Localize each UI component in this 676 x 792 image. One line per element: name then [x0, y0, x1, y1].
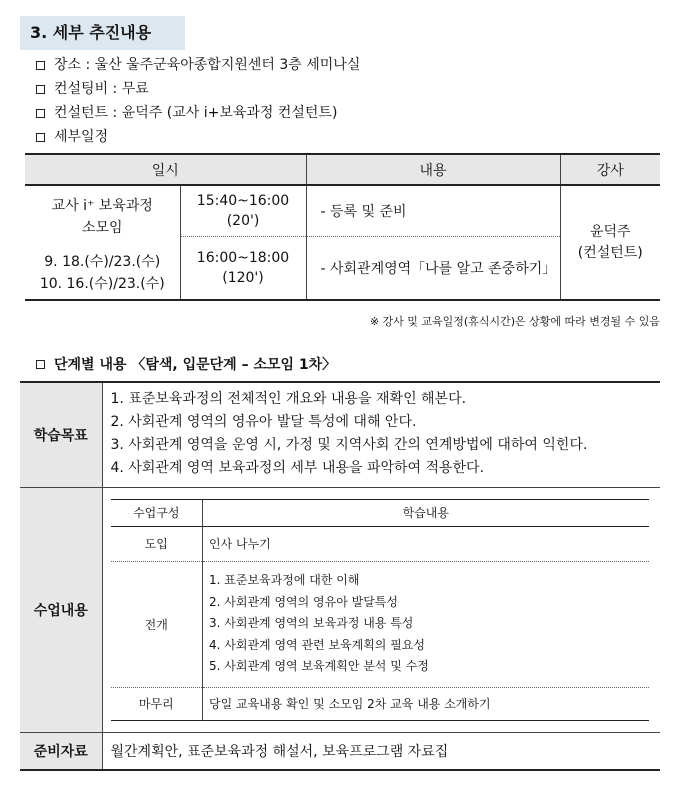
- instructor-role: (컨설턴트): [577, 244, 643, 261]
- wrap-content: 당일 교육내용 확인 및 소모임 2차 교육 내용 소개하기: [209, 697, 491, 711]
- info-list: [36, 53, 360, 149]
- class-label: 수업내용: [20, 487, 102, 732]
- duration: (20'): [226, 212, 260, 229]
- checkbox-icon: [36, 109, 45, 118]
- goal-item: 4. 사회관계 영역 보육과정의 세부 내용을 파악하여 적용한다.: [110, 460, 485, 477]
- header-learning: 학습내용: [203, 499, 649, 526]
- section-title: 3. 세부 추진내용: [20, 16, 185, 50]
- time-cell: [180, 236, 306, 300]
- wrap-label: 마무리: [111, 687, 203, 720]
- checkbox-icon: [36, 360, 45, 369]
- list-item: [36, 77, 360, 101]
- group-name: 교사 i⁺ 보육과정: [51, 197, 153, 214]
- schedule-table: [25, 153, 660, 301]
- group-sub: 소모임: [81, 219, 123, 236]
- header-instructor: 강사: [560, 154, 660, 185]
- develop-label: 전개: [111, 561, 203, 687]
- develop-item: 1. 표준보육과정에 대한 이해: [209, 573, 360, 588]
- fee-text: 컨설팅비 : 무료: [54, 81, 149, 97]
- checkbox-icon: [36, 133, 45, 142]
- location-text: 장소 : 울산 울주군육아종합지원센터 3층 세미나실: [54, 57, 361, 73]
- schedule-note: ※ 강사 및 교육일정(휴식시간)은 상황에 따라 변경될 수 있음: [369, 315, 660, 328]
- group-cell: [25, 185, 180, 300]
- time-cell: [180, 185, 306, 236]
- stage-title: 단계별 내용 〈탐색, 입문단계 – 소모임 1차〉: [54, 357, 337, 373]
- develop-item: 5. 사회관계 영역 보육계획안 분석 및 수정: [209, 659, 429, 674]
- consultant-text: 컨설턴트 : 윤덕주 (교사 i+보육과정 컨설턴트): [54, 105, 338, 121]
- goals-cell: [102, 382, 660, 487]
- header-structure: 수업구성: [111, 499, 203, 526]
- header-datetime: 일시: [25, 154, 306, 185]
- header-content: 내용: [306, 154, 560, 185]
- instructor-cell: [560, 185, 660, 300]
- content-cell: - 등록 및 준비: [306, 185, 560, 236]
- date-line: 9. 18.(수)/23.(수): [44, 253, 161, 270]
- materials-content: 월간계획안, 표준보육과정 해설서, 보육프로그램 자료집: [110, 743, 449, 760]
- goal-item: 2. 사회관계 영역의 영유아 발달 특성에 대해 안다.: [110, 414, 417, 431]
- goal-item: 3. 사회관계 영역을 운영 시, 가정 및 지역사회 간의 연계방법에 대하여 익힌다.: [110, 437, 588, 454]
- class-cell: [102, 487, 660, 732]
- class-table: [111, 499, 649, 721]
- date-line: 10. 16.(수)/23.(수): [39, 275, 165, 292]
- time-range: 15:40~16:00: [196, 192, 290, 209]
- develop-content: [203, 561, 649, 687]
- duration: (120'): [222, 269, 264, 286]
- checkbox-icon: [36, 61, 45, 70]
- stage-table: [20, 381, 660, 771]
- goal-item: 1. 표준보육과정의 전체적인 개요와 내용을 재확인 해본다.: [110, 391, 467, 408]
- materials-label: 준비자료: [20, 732, 102, 770]
- checkbox-icon: [36, 85, 45, 94]
- list-item: [36, 125, 360, 149]
- intro-content: 인사 나누기: [203, 526, 649, 561]
- list-item: [36, 101, 360, 125]
- intro-label: 도입: [111, 526, 203, 561]
- time-range: 16:00~18:00: [196, 249, 290, 266]
- list-item: [36, 53, 360, 77]
- develop-item: 2. 사회관계 영역의 영유아 발달특성: [209, 594, 398, 609]
- develop-item: 3. 사회관계 영역의 보육과정 내용 특성: [209, 616, 414, 631]
- goals-label: 학습목표: [20, 382, 102, 487]
- schedule-heading: 세부일정: [54, 129, 109, 145]
- instructor-name: 윤덕주: [589, 223, 631, 240]
- develop-item: 4. 사회관계 영역 관련 보육계획의 필요성: [209, 637, 425, 652]
- stage-title-row: [36, 354, 336, 374]
- content-cell: - 사회관계영역「나를 알고 존중하기」: [306, 236, 560, 300]
